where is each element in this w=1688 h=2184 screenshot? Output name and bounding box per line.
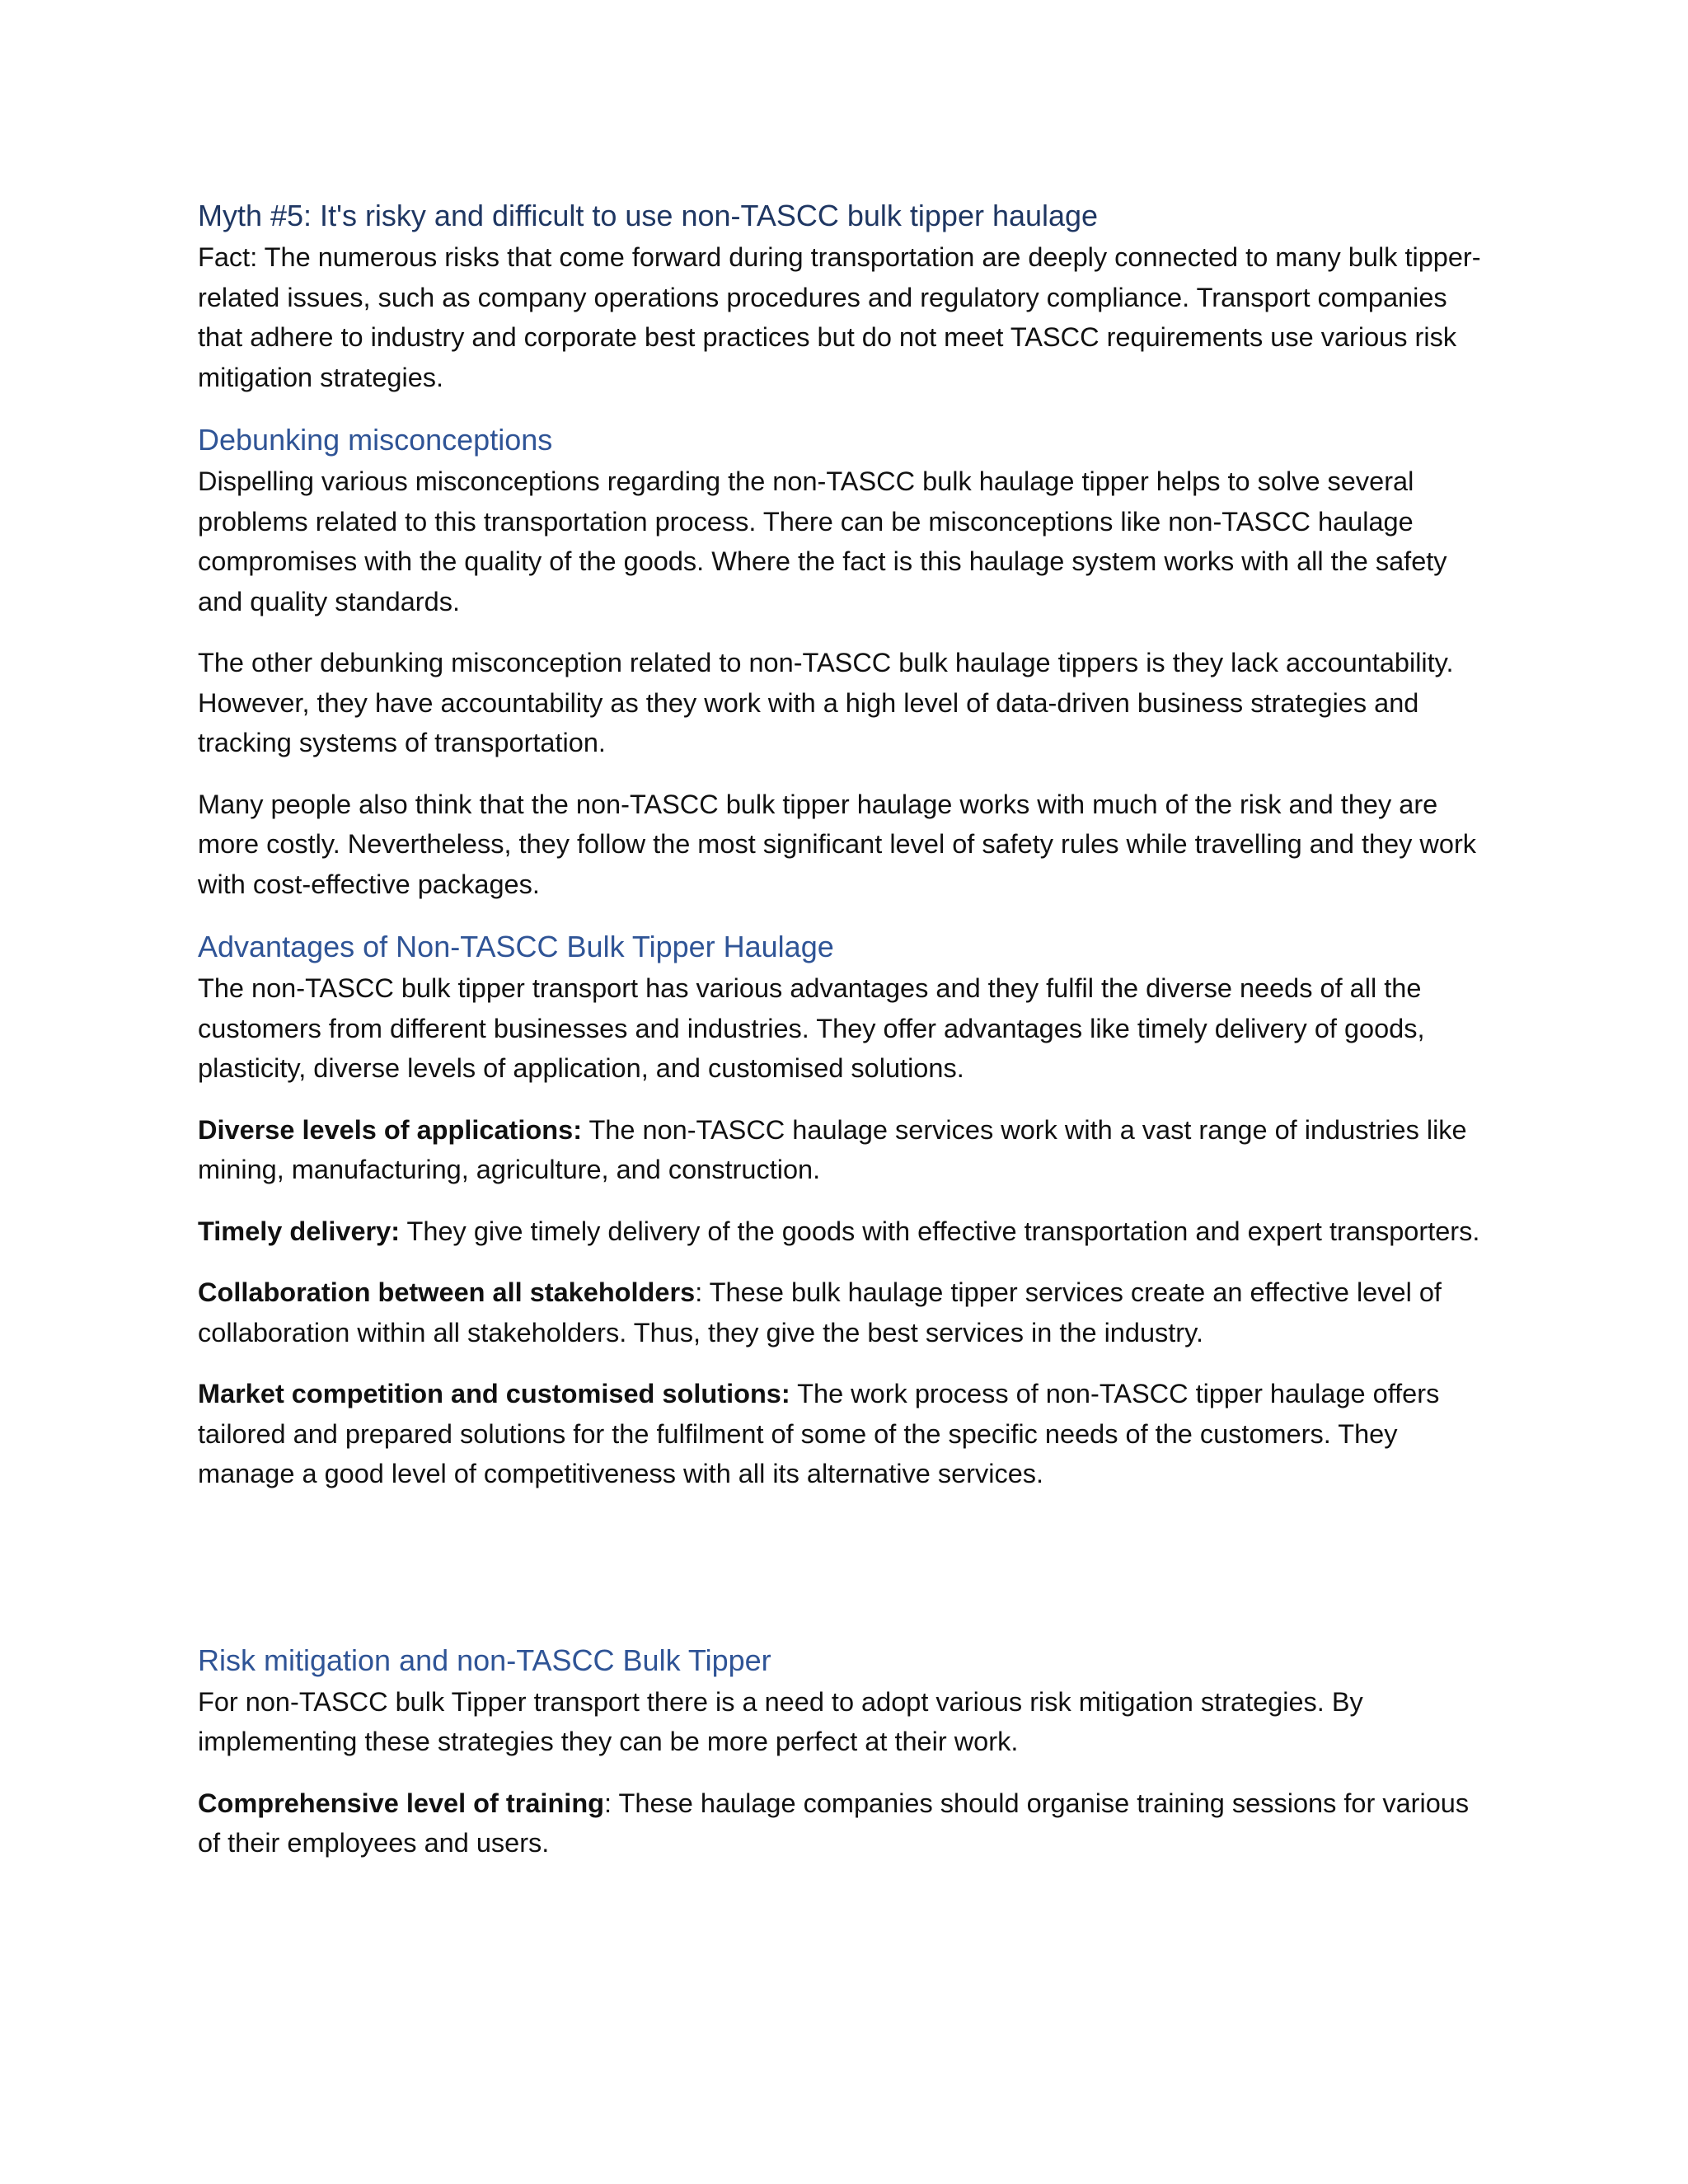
myth-5-fact-paragraph: Fact: The numerous risks that come forward during transportation are deeply connected to many bulk tipper-related issues, such as company operations procedures and regulatory compliance. Transport companies that adhere to industry and corporate best practices but do not meet TASCC requirements use various risk mitigation strategies. <box>198 242 1481 392</box>
myth-5-section <box>198 194 1492 397</box>
debunking-heading: Debunking misconceptions <box>198 423 553 457</box>
advantage-item <box>198 1212 1492 1252</box>
advantage-text: They give timely delivery of the goods with effective transportation and expert transporters. <box>400 1216 1480 1246</box>
advantage-term: Diverse levels of applications: <box>198 1114 583 1145</box>
risk-mitigation-term: Comprehensive level of training <box>198 1788 605 1818</box>
advantages-intro-paragraph: The non-TASCC bulk tipper transport has various advantages and they fulfil the diverse needs of all the customers from different businesses and industries. They offer advantages like timely delivery of goods, plasticity, diverse levels of application, and customised solutions. <box>198 973 1425 1083</box>
advantage-item <box>198 1374 1492 1494</box>
advantage-item <box>198 1110 1492 1190</box>
risk-mitigation-heading: Risk mitigation and non-TASCC Bulk Tipper <box>198 1643 771 1677</box>
advantage-term: Collaboration between all stakeholders <box>198 1277 696 1307</box>
advantage-term: Timely delivery: <box>198 1216 401 1246</box>
advantage-term: Market competition and customised solutions: <box>198 1379 790 1408</box>
advantage-text: : These bulk haulage tipper services create an effective level of collaboration within all stakeholders. Thus, they give the best services in the industry. <box>198 1277 1442 1347</box>
debunking-paragraph-2: The other debunking misconception related to non-TASCC bulk haulage tippers is they lack accountability. However, they have accountability as they work with a high level of data-driven business strategies and tracking systems of transportation. <box>198 648 1454 757</box>
debunking-paragraph-1: Dispelling various misconceptions regarding the non-TASCC bulk haulage tipper helps to solve several problems related to this transportation process. There can be misconceptions like non-TASCC haulage compromises with the quality of the goods. Where the fact is this haulage system works with all the safety and quality standards. <box>198 466 1447 616</box>
risk-mitigation-text: : These haulage companies should organise training sessions for various of their employees and users. <box>198 1788 1470 1858</box>
myth-5-heading: Myth #5: It's risky and difficult to use non-TASCC bulk tipper haulage <box>198 199 1099 232</box>
risk-mitigation-intro-paragraph: For non-TASCC bulk Tipper transport there is a need to adopt various risk mitigation strategies. By implementing these strategies they can be more perfect at their work. <box>198 1686 1363 1756</box>
blank-space <box>198 1516 1492 1639</box>
advantage-text: The non-TASCC haulage services work with a vast range of industries like mining, manufacturing, agriculture, and construction. <box>198 1114 1467 1184</box>
debunking-paragraph-3: Many people also think that the non-TASCC bulk tipper haulage works with much of the risk and they are more costly. Nevertheless, they follow the most significant level of safety rules while travelling and they work with cost-effective packages. <box>198 789 1477 899</box>
debunking-section <box>198 419 1492 904</box>
advantage-text: The work process of non-TASCC tipper haulage offers tailored and prepared solutions for the fulfilment of some of the specific needs of the customers. They manage a good level of competitiveness with all its alternative services. <box>198 1379 1440 1488</box>
risk-mitigation-item <box>198 1783 1492 1863</box>
advantages-heading: Advantages of Non-TASCC Bulk Tipper Haulage <box>198 930 834 963</box>
document-page <box>198 194 1492 1885</box>
advantage-item <box>198 1272 1492 1352</box>
risk-mitigation-section <box>198 1639 1492 1863</box>
advantages-section <box>198 926 1492 1494</box>
